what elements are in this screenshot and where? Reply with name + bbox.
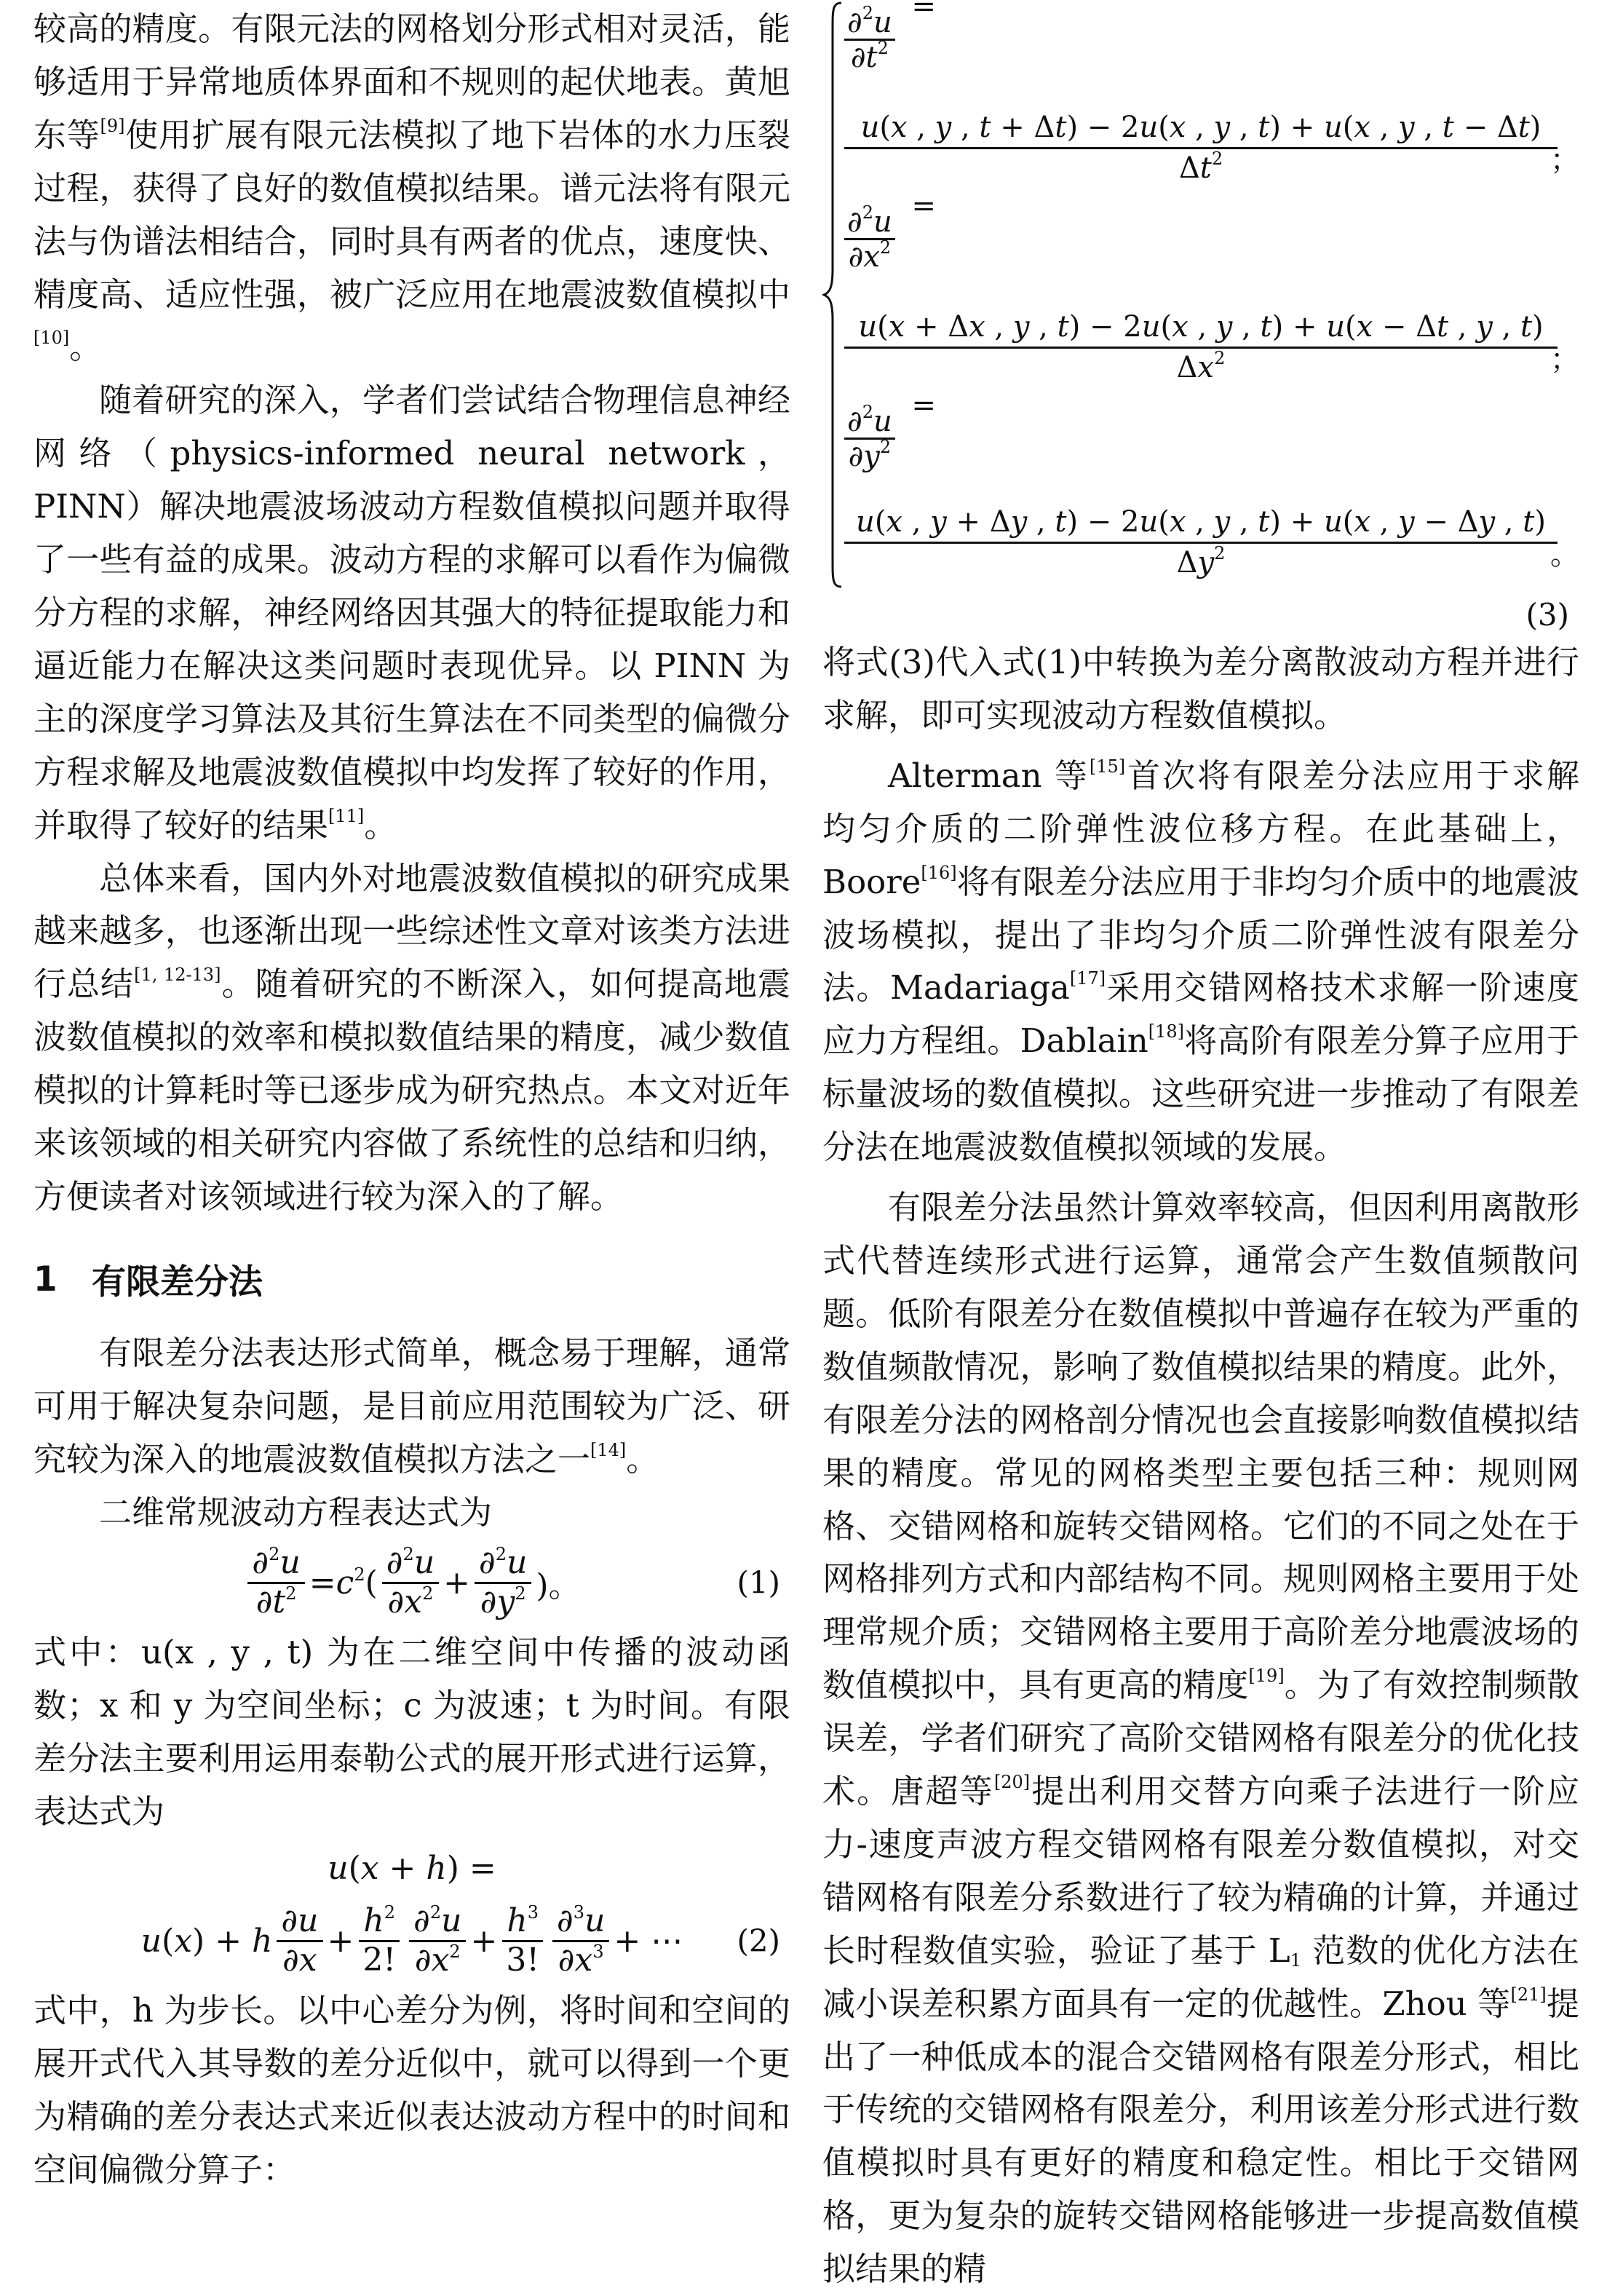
- section-number: 1: [33, 1259, 57, 1300]
- paragraph: 将式(3)代入式(1)中转换为差分离散波动方程并进行求解，即可实现波动方程数值模拟。: [822, 643, 1579, 735]
- equation-number: (2): [737, 1923, 780, 1959]
- text: 采用交错网格技术求解一阶速度应力方程组。Dablain: [822, 968, 1579, 1061]
- citation: [16]: [921, 862, 957, 883]
- citation: [14]: [590, 1439, 627, 1460]
- equation-row: $\frac{u(x + \Delta x , y , t) - 2u(x , y , t) + u(x - \Delta t , y , t)}{\Delta x^2}$ ；: [844, 307, 1579, 395]
- text: 使用扩展有限元法模拟了地下岩体的水力压裂过程，获得了良好的数值模拟结果。谱元法将有限元法与伪谱法相结合，同时具有两者的优点，速度快、精度高、适应性强，被广泛应用在地震波数值模拟中: [33, 115, 790, 314]
- text: 提出了一种低成本的混合交错网格有限差分形式，相比于传统的交错网格有限差分，利用该差分形式进行数值模拟时具有更好的精度和稳定性。相比于交错网格，更为复杂的旋转交错网格能够进一步提高数值模拟结果的精: [822, 1984, 1579, 2289]
- fraction: $\frac{\partial^2u}{\partial t^2}$: [247, 1545, 304, 1620]
- citation: [19]: [1248, 1666, 1285, 1687]
- paragraph: [33, 374, 790, 852]
- citation: [20]: [993, 1772, 1031, 1793]
- text: 将高阶有限差分算子应用于标量波场的数值模拟。这些研究进一步推动了有限差分法在地震波数值模拟领域的发展。: [822, 1021, 1579, 1167]
- section-title: 有限差分法: [92, 1262, 263, 1303]
- paragraph: [822, 1181, 1579, 2296]
- paragraph: [33, 3, 790, 374]
- citation: [9]: [100, 115, 125, 136]
- subscript: 1: [1290, 1949, 1301, 1971]
- citation: [17]: [1069, 968, 1106, 989]
- text: 。为了有效控制频散误差，学者们研究了高阶交错网格有限差分的优化技术。唐超等: [822, 1666, 1579, 1811]
- paragraph: [822, 750, 1579, 1174]
- text: 将有限差分法应用于非均匀介质中的地震波波场模拟，提出了非均匀介质二阶弹性波有限差分法。Madariaga: [822, 862, 1579, 1008]
- equation-number: (3): [1525, 597, 1569, 633]
- text: 有限差分法虽然计算效率较高，但因利用离散形式代替连续形式进行运算，通常会产生数值频散问题。低阶有限差分在数值模拟中普遍存在较为严重的数值频散情况，影响了数值模拟结果的精度。此外，有限差分法的网格剖分情况也会直接影响数值模拟结果的精度。常见的网格类型主要包括三种：规则网格、交错网格和旋转交错网格。它们的不同之处在于网格排列方式和内部结构不同。规则网格主要用于处理常规介质；交错网格主要用于高阶差分地震波场的数值模拟中，具有更高的精度: [822, 1188, 1579, 1705]
- equation-2-line2: u(x) + h $\frac{\partial u}{\partial x}$ + $\frac{h^2}{2!}$ $\frac{\partial^2u}{\partial x^2}$ + $\frac{h^3}{3!}$ $\frac{\partial^3u}{\partial x^3}$ + ⋯ (2): [140, 1902, 780, 1979]
- equation-2-line1: u(x + h) =: [328, 1849, 496, 1887]
- paragraph: [33, 852, 790, 1224]
- equation-row: $\frac{\partial^2u}{\partial y^2}$ =: [844, 405, 1579, 473]
- citation: [1, 12-13]: [134, 965, 221, 986]
- left-brace: [822, 0, 844, 590]
- text: 。随着研究的不断深入，如何提高地震波数值模拟的效率和模拟数值结果的精度，减少数值模拟的计算耗时等已逐步成为研究热点。本文对近年来该领域的相关研究内容做了系统性的总结和归纳，方便读者对该领域进行较为深入的了解。: [33, 965, 790, 1216]
- fraction: $\frac{\partial^2u}{\partial y^2}$: [475, 1545, 531, 1620]
- citation: [21]: [1510, 1984, 1547, 2005]
- equation-3: [822, 0, 1579, 633]
- text: 。: [69, 328, 103, 367]
- text: 总体来看，国内外对地震波数值模拟的研究成果越来越多，也逐渐出现一些综述性文章对该类方法进行总结: [33, 858, 790, 1004]
- section-heading: [33, 1232, 790, 1327]
- paragraph: 二维常规波动方程表达式为: [99, 1492, 493, 1532]
- right-column: [822, 0, 1579, 2296]
- text: 。: [364, 805, 397, 844]
- citation: [10]: [33, 328, 70, 349]
- text: 随着研究的深入，学者们尝试结合物理信息神经网络（physics-informed neural network，PINN）解决地震波场波动方程数值模拟问题并取得了一些有益的成果。波动方程的求解可以看作为偏微分方程的求解，神经网络因其强大的特征提取能力和逼近能力在解决这类问题时表现优异。以 PINN 为主的深度学习算法及其衍生算法在不同类型的偏微分方程求解及地震波数值模拟中均发挥了较好的作用，并取得了较好的结果: [33, 381, 790, 844]
- text: 提出利用交替方向乘子法进行一阶应力-速度声波方程交错网格有限差分数值模拟，对交错网格有限差分系数进行了较为精确的计算，并通过长时程数值实验，验证了基于 L: [822, 1772, 1579, 1970]
- text: 。: [626, 1439, 659, 1478]
- equation-row: $\frac{\partial^2u}{\partial t^2}$ =: [844, 6, 1579, 74]
- equation-row: $\frac{u(x , y , t + \Delta t) - 2u(x , y , t) + u(x , y , t - \Delta t)}{\Delta t^2}$ ；: [844, 108, 1579, 195]
- citation: [15]: [1089, 756, 1126, 777]
- citation: [11]: [328, 805, 365, 826]
- equation-1: $\frac{\partial^2u}{\partial t^2}$ $=c^2$( $\frac{\partial^2u}{\partial x^2}$ + $\frac{\partial^2u}{\partial y^2}$ )。 (1): [33, 1539, 790, 1626]
- text: 有限差分法表达形式简单，概念易于理解，通常可用于解决复杂问题，是目前应用范围较为广泛、研究较为深入的地震波数值模拟方法之一: [33, 1333, 790, 1478]
- text: Alterman 等: [888, 756, 1090, 795]
- text: 较高的精度。有限元法的网格划分形式相对灵活，能够适用于异常地质体界面和不规则的起伏地表。黄旭东等: [33, 9, 790, 154]
- paragraph: 式中，h 为步长。以中心差分为例，将时间和空间的展开式代入其导数的差分近似中，就可以得到一个更为精确的差分表达式来近似表达波动方程中的时间和空间偏微分算子：: [33, 1991, 790, 2189]
- paragraph: [33, 1327, 790, 1487]
- equation-row: $\frac{u(x , y + \Delta y , t) - 2u(x , y , t) + u(x , y - \Delta y , t)}{\Delta y^2}$ 。: [844, 502, 1579, 590]
- equation-row: $\frac{\partial^2u}{\partial x^2}$ =: [844, 205, 1579, 274]
- text: 首次将有限差分法应用于求解均匀介质的二阶弹性波位移方程。在此基础上，Boore: [822, 756, 1579, 901]
- left-column: [33, 0, 790, 2197]
- paragraph: 式中：u(x , y , t) 为在二维空间中传播的波动函数；x 和 y 为空间坐标；c 为波速；t 为时间。有限差分法主要利用运用泰勒公式的展开形式进行运算，表达式为: [33, 1633, 790, 1832]
- citation: [18]: [1148, 1021, 1185, 1042]
- text: 范数的优化方法在减小误差积累方面具有一定的优越性。Zhou 等: [822, 1931, 1579, 2023]
- equation-number: (1): [737, 1564, 780, 1601]
- fraction: $\frac{\partial^2u}{\partial x^2}$: [382, 1545, 439, 1620]
